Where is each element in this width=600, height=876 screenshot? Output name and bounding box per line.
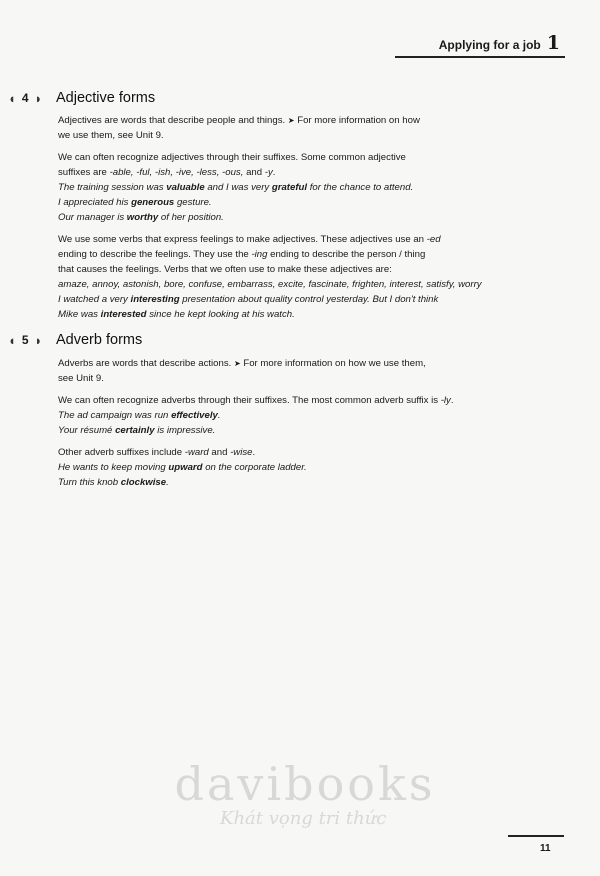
- section-5-body: [58, 356, 538, 490]
- watermark-tagline: Khát vọng tri thức: [220, 808, 387, 829]
- section-4-number-badge: ◖ 4 ◗: [8, 90, 43, 106]
- section-5-number-badge: ◖ 5 ◗: [8, 332, 43, 348]
- example-sentence: Our manager is worthy of her position.: [58, 212, 224, 223]
- watermark-brand: davibooks: [174, 757, 436, 811]
- section-bracket-left-icon: ◖: [8, 90, 16, 106]
- section-5-title: Adverb forms: [56, 332, 143, 348]
- example-sentence: I appreciated his generous gesture.: [58, 197, 212, 208]
- section-4-title: Adjective forms: [56, 90, 156, 106]
- section-4-body: [58, 113, 538, 322]
- example-sentence: The training session was valuable and I was very grateful for the chance to attend.: [58, 182, 414, 193]
- section-bracket-left-icon: ◖: [8, 332, 16, 348]
- header-rule: [395, 56, 565, 58]
- section-5-heading: [8, 330, 142, 350]
- paragraph: We use some verbs that express feelings to make adjectives. These adjectives use an -ed ending to describe the feelings. They use the -ing ending to describe the person / thing that causes the feelings. Verbs that we often use to make these adjectives are:: [58, 234, 441, 275]
- page-number: 11: [540, 843, 551, 854]
- example-sentence: I watched a very interesting presentation about quality control yesterday. But I don't think Mike was interested since he kept looking at his watch.: [58, 294, 439, 320]
- section-bracket-right-icon: ◗: [34, 332, 43, 348]
- example-sentence: Turn this knob clockwise.: [58, 477, 169, 488]
- paragraph: Adjectives are words that describe people and things. ➤ For more information on how we use them, see Unit 9.: [58, 115, 420, 141]
- section-bracket-right-icon: ◗: [34, 90, 43, 106]
- paragraph: We can often recognize adverbs through their suffixes. The most common adverb suffix is -ly.: [58, 395, 454, 406]
- section-4-heading: [8, 88, 155, 108]
- footer-rule: [508, 835, 564, 837]
- example-sentence: Your résumé certainly is impressive.: [58, 425, 216, 436]
- example-sentence: He wants to keep moving upward on the corporate ladder.: [58, 462, 307, 473]
- paragraph: Other adverb suffixes include -ward and -wise.: [58, 447, 256, 458]
- publisher-watermark: [160, 758, 450, 829]
- chapter-title: Applying for a job: [438, 38, 541, 52]
- arrow-right-icon: ➤: [233, 359, 241, 368]
- example-sentence: The ad campaign was run effectively.: [58, 410, 221, 421]
- arrow-right-icon: ➤: [287, 116, 295, 125]
- paragraph: Adverbs are words that describe actions. ➤ For more information on how we use them, see Unit 9.: [58, 358, 426, 384]
- chapter-number: 1: [546, 32, 560, 54]
- verb-list: amaze, annoy, astonish, bore, confuse, embarrass, excite, fascinate, frighten, interest, satisfy, worry: [58, 279, 482, 290]
- paragraph: We can often recognize adjectives through their suffixes. Some common adjective suffixes are -able, -ful, -ish, -ive, -less, -ous, and -y.: [58, 152, 406, 178]
